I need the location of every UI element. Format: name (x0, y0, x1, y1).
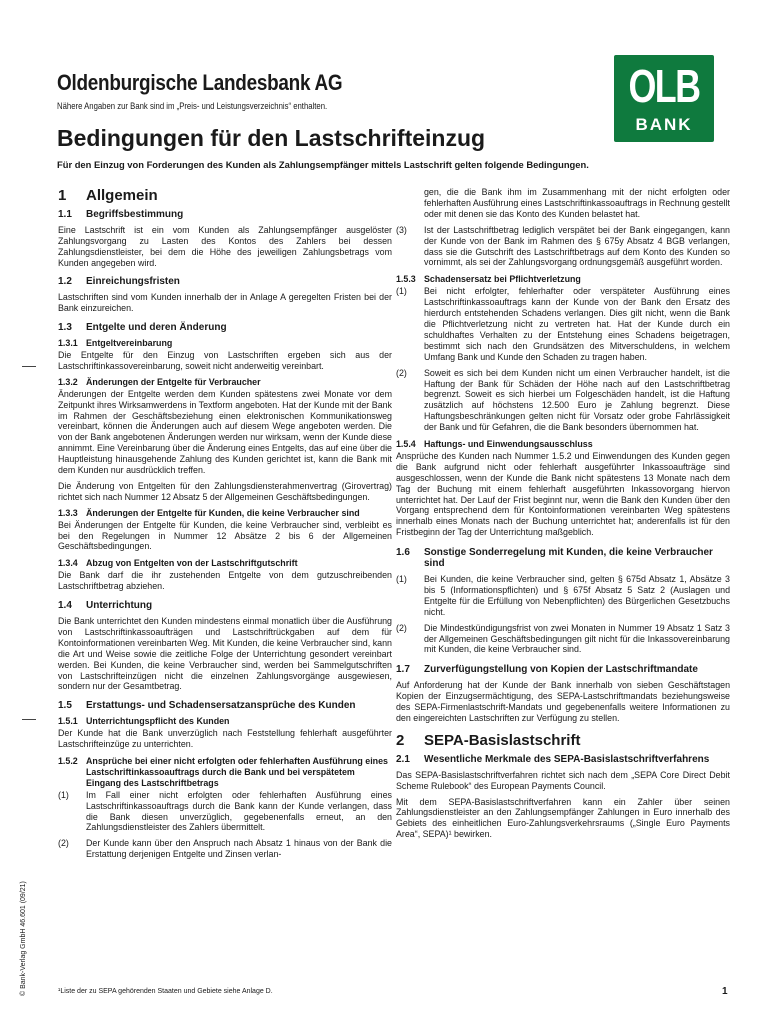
logo-bank-text: BANK (635, 115, 693, 134)
paragraph: Das SEPA-Basislastschriftverfahren richtet sich nach dem „SEPA Core Direct Debit Scheme Rulebook“ des European Payments Council. (396, 769, 730, 791)
copyright-side-note: © Bank-Verlag GmbH 46.601 (09/21) (20, 881, 27, 996)
list-item: (1) Im Fall einer nicht erfolgten oder fehlerhaften Ausführung eines Lastschriftinkassoauftrags durch die Bank kann der Kunde verlangen, dass die Bank diesen unverzüglich, gegebenenfalls erneut, an den Zahlungsdienstleister des Zahlers übermittelt. (58, 789, 392, 833)
section-heading: 1.6 Sonstige Sonderregelung mit Kunden, die keine Verbraucher sind (396, 547, 713, 570)
section-heading: 1 Allgemein (58, 187, 158, 204)
section-heading: 1.7 Zurverfügungstellung von Kopien der Lastschriftmandate (396, 664, 698, 676)
right-column (396, 187, 730, 845)
page-number: 1 (722, 986, 728, 997)
subsection-heading: 1.3.2 Änderungen der Entgelte für Verbraucher (58, 376, 261, 387)
list-item: (2) Die Mindestkündigungsfrist von zwei Monaten in Nummer 19 Absatz 1 Satz 3 der Allgemeinen Geschäftsbedingungen gilt nicht für die Inkassovereinbarung mit Kunden, die keine Verbraucher sind. (396, 622, 730, 655)
section-heading: 2 SEPA-Basislastschrift (396, 731, 581, 749)
logo-olb-text: OLB (628, 60, 700, 112)
subsection-heading: 1.3.1 Entgeltvereinbarung (58, 338, 173, 349)
section-heading: 2.1 Wesentliche Merkmale des SEPA-Basislastschriftverfahrens (396, 753, 710, 765)
punch-mark (22, 719, 36, 720)
document-title: Bedingungen für den Lastschrifteinzug (57, 125, 486, 151)
section-heading: 1.3 Entgelte und deren Änderung (58, 322, 227, 334)
subsection-heading: 1.5.3 Schadensersatz bei Pflichtverletzung (396, 274, 581, 285)
olb-bank-logo (614, 55, 714, 142)
paragraph: Eine Lastschrift ist ein vom Kunden als Zahlungsempfänger ausgelöster Zahlungsvorgang zu Lasten des Kontos des Zahlers bei dessen Zahlungsdienstleister, bei dem die Höhe des jeweiligen Zahlungsbetrags vom Kunden angegeben wird. (58, 224, 392, 268)
subsection-heading: 1.3.3 Änderungen der Entgelte für Kunden, die keine Verbraucher sind (58, 507, 360, 518)
paragraph: Die Bank unterrichtet den Kunden mindestens einmal monatlich über die Ausführung von Lastschriftinkassoaufträgen und Lastschriftrückgaben auf dem für Kontoinformationen vereinbarten Weg. Mit Kunden, die keine Verbraucher sind, kann die Art und Weise sowie die zeitliche Folge der Unterrichtung gesondert vereinbart werden. Bei Kunden, die keine Verbraucher sind, werden bei Sammelgutschriften von Lastschrifteinzügen nicht die einzelnen Zahlungsvorgänge ausgewiesen, sondern nur der Gesamtbetrag. (58, 616, 392, 692)
list-item-continued: gen, die die Bank ihm im Zusammenhang mit der nicht erfolgten oder fehlerhaften Ausführung eines Lastschriftinkassoauftrags in Rechnung gestellt oder mit denen sie das Konto des Kunden belastet hat. (424, 187, 730, 219)
list-item: (2) Der Kunde kann über den Anspruch nach Absatz 1 hinaus von der Bank die Erstattung derjenigen Entgelte und Zinsen verlan- (58, 838, 392, 860)
section-heading: 1.4 Unterrichtung (58, 600, 153, 612)
paragraph: Ansprüche des Kunden nach Nummer 1.5.2 und Einwendungen des Kunden gegen die Bank aufgrund nicht oder fehlerhaft ausgeführter Inkassoaufträge sind ausgeschlossen, wenn der Kunde die Bank nicht spätestens 13 Monate nach dem Tag der Buchung mit einem fehlerhaft ausgeführten Inkassovorgang hiervon unterrichtet hat. Der Lauf der Frist beginnt nur, wenn die Bank den Kunden über den Vorgang entsprechend dem für Kontoinformationen vereinbarten Weg spätestens innerhalb eines Monats nach der Buchung unterrichtet hat; anderenfalls ist für den Fristbeginn der Tag der Unterrichtung maßgeblich. (396, 450, 730, 538)
paragraph: Die Bank darf die ihr zustehenden Entgelte von dem gutzuschreibenden Lastschriftbetrag abziehen. (58, 570, 392, 592)
paragraph: Lastschriften sind vom Kunden innerhalb der in Anlage A geregelten Fristen bei der Bank einzureichen. (58, 292, 392, 314)
paragraph: Änderungen der Entgelte werden dem Kunden spätestens zwei Monate vor dem Zeitpunkt ihres Wirksamwerdens in Textform angeboten. Hat der Kunde mit der Bank im Rahmen der Geschäftsbeziehung einen elektronischen Kommunikationsweg vereinbart, können die Änderungen auch auf diesem Wege angeboten werden. Die von der Bank angebotenen Änderungen werden nur wirksam, wenn der Kunde diese annimmt. Eine Vereinbarung über die Änderung eines Entgelts, das auf eine über die Hauptleistung hinausgehende Zahlung des Kunden gerichtet ist, kann die Bank mit dem Kunden nur ausdrücklich treffen. (58, 388, 392, 476)
document-subtitle: Für den Einzug von Forderungen des Kunden als Zahlungsempfänger mittels Lastschrift gelten folgende Bedingungen. (57, 159, 589, 170)
bank-name: Oldenburgische Landesbank AG (57, 70, 343, 95)
paragraph: Mit dem SEPA-Basislastschriftverfahren kann ein Zahler über seinen Zahlungsdienstleister an den Zahlungsempfänger Zahlungen in Euro innerhalb des Gebiets des einheitlichen Euro-Zahlungsverkehrsraums („Single Euro Payments Area“, SEPA)¹ bewirken. (396, 796, 730, 840)
subsection-heading: 1.5.1 Unterrichtungspflicht des Kunden (58, 716, 230, 727)
list-item: (1) Bei Kunden, die keine Verbraucher sind, gelten § 675d Absatz 1, Absätze 3 bis 5 (Informationspflichten) und § 675f Absatz 5 Satz 2 (Auslagen und Entgelte für die Erfüllung von Nebenpflichten) des Bürgerlichen Gesetzbuchs nicht. (396, 574, 730, 617)
list-item: (1) Bei nicht erfolgter, fehlerhafter oder verspäteter Ausführung eines Lastschriftinkassoauftrags kann der Kunde von der Bank den Ersatz des hierdurch entstehenden Schadens verlangen. Dies gilt nicht, wenn die Bank die Pflichtverletzung nicht zu vertreten hat. Hat der Kunde durch ein schuldhaftes Verhalten zu der Entstehung eines Schadens beigetragen, bestimmt sich nach den Grundsätzen des Mitverschuldens, in welchem Umfang Bank und Kunde den Schaden zu tragen haben. (396, 286, 730, 362)
fold-mark (22, 366, 36, 367)
bank-subline: Nähere Angaben zur Bank sind im „Preis- und Leistungsverzeichnis“ enthalten. (57, 101, 328, 111)
section-heading: 1.5 Erstattungs- und Schadensersatzansprüche des Kunden (58, 700, 356, 712)
subsection-heading: 1.5.4 Haftungs- und Einwendungsausschluss (396, 439, 593, 450)
section-heading: 1.2 Einreichungsfristen (58, 276, 180, 288)
list-item: (3) Ist der Lastschriftbetrag lediglich verspätet bei der Bank eingegangen, kann der Kunde von der Bank im Rahmen des § 675y Absatz 4 BGB verlangen, dass sie die Gutschrift des Lastschriftbetrags auf dem Konto des Kunden so vornimmt, als sei der Zahlungsvorgang ordnungsgemäß ausgeführt worden. (396, 224, 730, 268)
paragraph: Die Änderung von Entgelten für den Zahlungsdiensterahmenvertrag (Girovertrag) richtet sich nach Nummer 12 Absatz 5 der Allgemeinen Geschäftsbedingungen. (58, 480, 392, 502)
subsection-heading: 1.3.4 Abzug von Entgelten von der Lastschriftgutschrift (58, 558, 298, 569)
section-heading: 1.1 Begriffsbestimmung (58, 208, 184, 220)
paragraph: Der Kunde hat die Bank unverzüglich nach Feststellung fehlerhaft ausgeführter Lastschrifteinzüge zu unterrichten. (58, 728, 392, 750)
left-column (58, 187, 392, 865)
footnote: ¹Liste der zu SEPA gehörenden Staaten und Gebiete siehe Anlage D. (58, 988, 273, 995)
list-item: (2) Soweit es sich bei dem Kunden nicht um einen Verbraucher handelt, ist die Haftung der Bank für Schäden der Höhe nach auf den Lastschriftbetrag begrenzt. Soweit es sich hierbei um Folgeschäden handelt, ist die Haftung zusätzlich auf höchstens 12.500 Euro je Zahlung begrenzt. Diese Haftungsbeschränkungen gelten nicht für Vorsatz oder grobe Fahrlässigkeit der Bank und für Gefahren, die die Bank besonders übernommen hat. (396, 367, 730, 433)
paragraph: Die Entgelte für den Einzug von Lastschriften ergeben sich aus der Lastschriftinkassovereinbarung, soweit nicht anderweitig vereinbart. (58, 349, 392, 371)
paragraph: Bei Änderungen der Entgelte für Kunden, die keine Verbraucher sind, verbleibt es bei den Regelungen in Nummer 12 Absätze 2 bis 6 der Allgemeinen Geschäftsbedingungen. (58, 519, 392, 552)
subsection-heading: 1.5.2 Ansprüche bei einer nicht erfolgten oder fehlerhaften Ausführung eines Lastschriftinkassoauftrags durch die Bank und bei verspätetem Eingang des Lastschriftbetrags (58, 755, 388, 788)
paragraph: Auf Anforderung hat der Kunde der Bank innerhalb von sieben Geschäftstagen Kopien der Einzugsermächtigung, des SEPA-Lastschriftmandats beziehungsweise des SEPA-Firmenlastschrift-Mandats und gegebenenfalls weitere Informationen zu den eingereichten Lastschriften zur Verfügung zu stellen. (396, 680, 730, 723)
